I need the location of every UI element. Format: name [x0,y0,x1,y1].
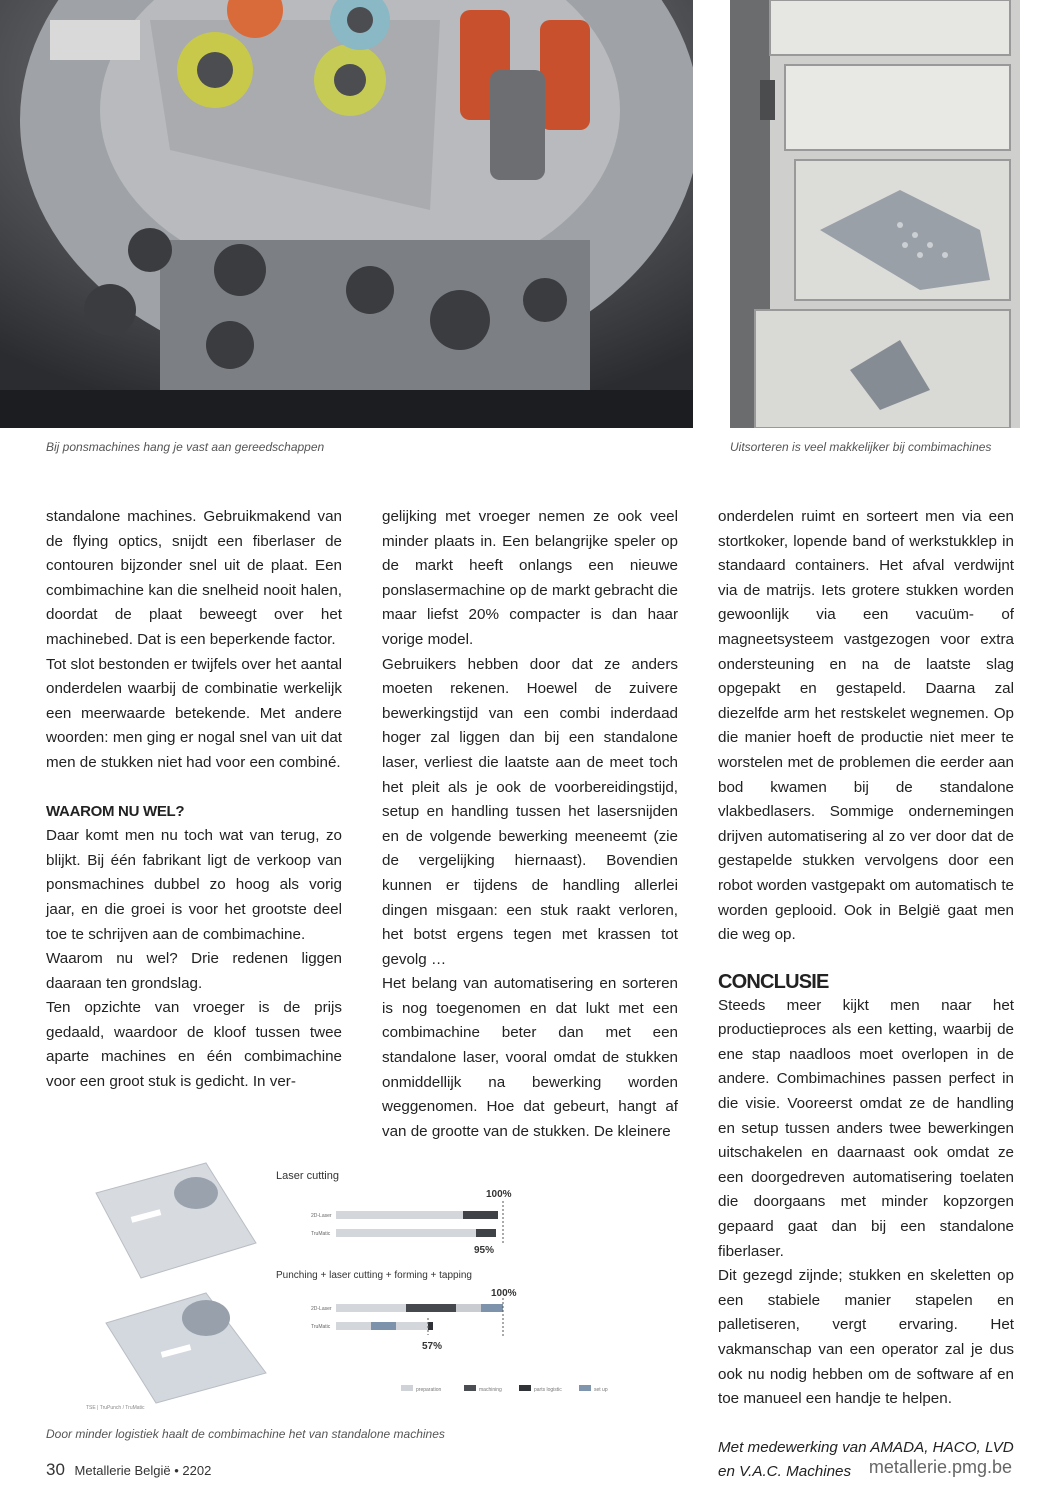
g2-top-pct: 100% [491,1288,517,1299]
turret-photo [0,0,693,428]
sheet-part-illustration [96,1163,266,1403]
paragraph: Daar komt men nu toch wat van terug, zo blijkt. Bij één fabrikant ligt de verkoop van ponsmachines dubbel zo hoog als vorig jaar, en die groei is voor het grootste deel toe te schrijven aan de combimachine. [46,827,342,943]
figure-footnote: TSE | TruPunch / TruMatic [86,1405,145,1411]
caption-figure: Door minder logistiek haalt de combimachine het van standalone machines [46,1427,445,1441]
paragraph: gelijking met vroeger nemen ze ook veel minder plaats in. Een belangrijke speler op de markt heeft onlangs een nieuwe ponslasermachine op de markt gebracht die maar liefst 20% compacter is dan haar vorige model. [382,508,678,648]
paragraph: Tot slot bestonden er twijfels over het aantal onderdelen waarbij de combinatie werkelijk een meerwaarde betekende. Met andere woorden: men ging er nogal snel van uit dat men de stukken niet had voor een combiné. [46,655,342,771]
legend-item: set up [594,1387,608,1393]
row-label: 2D-Laser [311,1306,332,1312]
row-label: TruMatic [311,1324,331,1330]
g1-bottom-pct: 95% [474,1245,495,1256]
legend-item: parts logistic [534,1387,562,1393]
sorting-photo [730,0,1020,428]
paragraph: Waarom nu wel? Drie redenen liggen daaraan ten grondslag. [46,950,342,992]
legend-item: preparation [416,1387,442,1393]
paragraph: Gebruikers hebben door dat ze anders moeten rekenen. Hoewel de zuivere bewerkingstijd van een combi inderdaad hoger zal liggen dan bij een standalone laser, verliest die laatste aan de meet toch het pleit als je ook de voorbereidingstijd, setup en handling tussen het lasersnijden en de volgende bewerking meeneemt (zie de vergelijking hiernaast). Bovendien kunnen er tijdens de handling allerlei dingen misgaan: een stuk raakt verloren, het botst ergens tegen met krassen tot gevolg … [382,655,678,968]
article-column-3 [718,505,1014,1485]
paragraph: Het belang van automatisering en sorteren is nog toegenomen en dat lukt met een combimachine beter dan met een standalone laser, vooral omdat de stukken onmiddellijk na bewerking worden weggenomen. Hoe dat gebeurt, hangt af van de grootte van de stukken. De kleinere [382,975,678,1140]
group1-title: Laser cutting [276,1170,339,1182]
caption-right-photo: Uitsorteren is veel makkelijker bij combimachines [730,440,992,454]
row-label: TruMatic [311,1231,331,1237]
paragraph: Dit gezegd zijnde; stukken en skeletten op een stabiele manier stapelen en palletiseren, vergt ervaring. Het vakmanschap van een operator zal je dus ook nu nodig hebben om de software af en toe manueel een handje te helpen. [718,1267,1014,1408]
page-footer [46,1460,211,1480]
credit-line: Met medewerking van AMADA, HACO, LVD en V.A.C. Machines [718,1438,1014,1481]
caption-left-photo: Bij ponsmachines hang je vast aan gereedschappen [46,440,325,454]
paragraph: onderdelen ruimt en sorteert men via een stortkoker, lopende band of werkstukklep in standaard containers. Het afval verdwijnt via de matrijs. Iets grotere stukken worden gewoonlijk via een vacuüm- of magneetsysteem vastgezogen voor extra ondersteuning en na de laatste slag opgepakt en gestapeld. Daarna zal diezelfde arm het restskelet wegnemen. Op die manier hoeft de productie niet meer te worstelen met de problemen die eerder aan bod kwamen bij de standalone vlakbedlasers. Sommige ondernemingen drijven automatisering al zo ver door dat de gestapelde stukken vervolgens door een robot worden vastgepakt om automatisch te worden geplooid. Ook in België gaat men die weg op. [718,508,1014,944]
conclusion-heading: CONCLUSIE [718,970,829,993]
website-url[interactable]: metallerie.pmg.be [868,1457,1012,1477]
row-label: 2D-Laser [311,1213,332,1219]
paragraph: Ten opzichte van vroeger is de prijs gedaald, waardoor de kloof tussen twee aparte machines en één combimachine voor een groot stuk is gedicht. In ver- [46,999,342,1091]
section-heading: WAAROM NU WEL? [46,802,185,820]
page-number: 30 [46,1460,65,1479]
paragraph: Steeds meer kijkt men naar het productieproces als een ketting, waarbij de ene stap naadloos moet overlopen in de andere. Combimachines passen perfect in die visie. Vooreerst omdat ze de handling en setup tussen anders twee bewerkingen uitschakelen en daarnaast ook omdat ze een doorgedreven automatisering toelaten die doorgaans met minder kopzorgen gepaard gaat dan bij een standalone fiberlaser. [718,996,1014,1260]
group2-title: Punching + laser cutting + forming + tapping [276,1270,472,1281]
g1-top-pct: 100% [486,1189,512,1200]
legend-item: machining [479,1387,502,1393]
article-column-2 [382,505,678,1144]
g2-bottom-pct: 57% [422,1341,443,1352]
article-column-1 [46,505,342,1095]
comparison-figure [86,1153,626,1421]
publication-name: Metallerie België • 2202 [74,1463,212,1478]
paragraph: standalone machines. Gebruikmakend van de flying optics, snijdt een fiberlaser de contouren bijzonder snel uit de plaat. Een combimachine kan die snelheid nooit halen, doordat de plaat beweegt over het machinebed. Dat is een beperkende factor. [46,508,342,648]
